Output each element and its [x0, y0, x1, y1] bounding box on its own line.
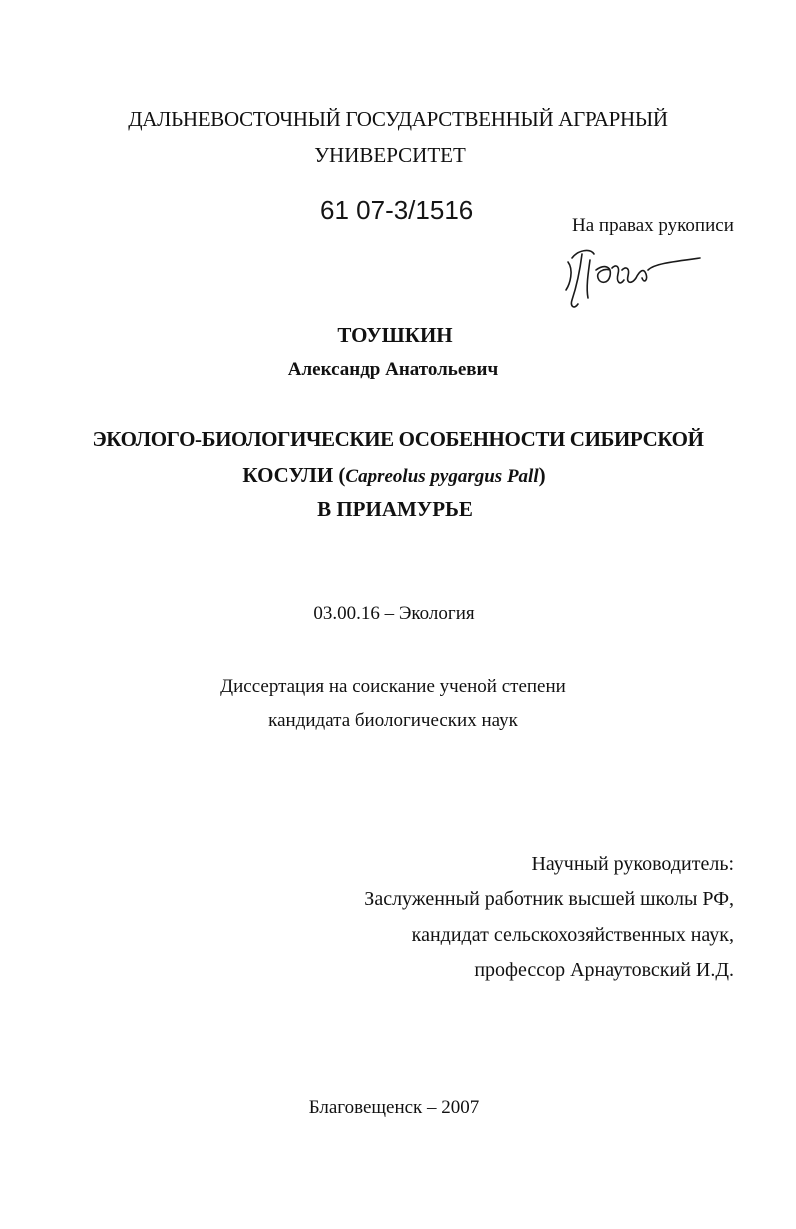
author-signature: [560, 240, 710, 320]
manuscript-note: На правах рукописи: [572, 215, 734, 236]
degree-line-2: кандидата биологических наук: [268, 710, 518, 731]
specialty-code: 03.00.16 – Экология: [313, 603, 475, 624]
title-line-2-prefix: КОСУЛИ (: [242, 463, 346, 487]
institution-line-1: ДАЛЬНЕВОСТОЧНЫЙ ГОСУДАРСТВЕННЫЙ АГРАРНЫЙ: [128, 107, 668, 131]
supervisor-title-2: кандидат сельскохозяйственных наук,: [411, 924, 734, 946]
title-line-3: В ПРИАМУРЬЕ: [317, 497, 473, 521]
title-species-latin: Capreolus pygargus Pall: [345, 466, 539, 487]
title-line-2-suffix: ): [538, 463, 546, 487]
author-surname: ТОУШКИН: [337, 323, 453, 347]
degree-line-1: Диссертация на соискание ученой степени: [220, 676, 566, 697]
title-line-2: [0, 463, 792, 489]
title-line-1: ЭКОЛОГО-БИОЛОГИЧЕСКИЕ ОСОБЕННОСТИ СИБИРСКОЙ: [92, 427, 704, 451]
institution-line-2: УНИВЕРСИТЕТ: [314, 143, 466, 167]
supervisor-title-1: Заслуженный работник высшей школы РФ,: [364, 888, 734, 910]
city-year: Благовещенск – 2007: [308, 1097, 480, 1118]
author-given-names: Александр Анатольевич: [287, 359, 499, 380]
supervisor-label: Научный руководитель:: [531, 853, 734, 875]
supervisor-name: профессор Арнаутовский И.Д.: [474, 959, 734, 981]
library-stamp-number: 61 07-3/1516: [320, 195, 474, 225]
